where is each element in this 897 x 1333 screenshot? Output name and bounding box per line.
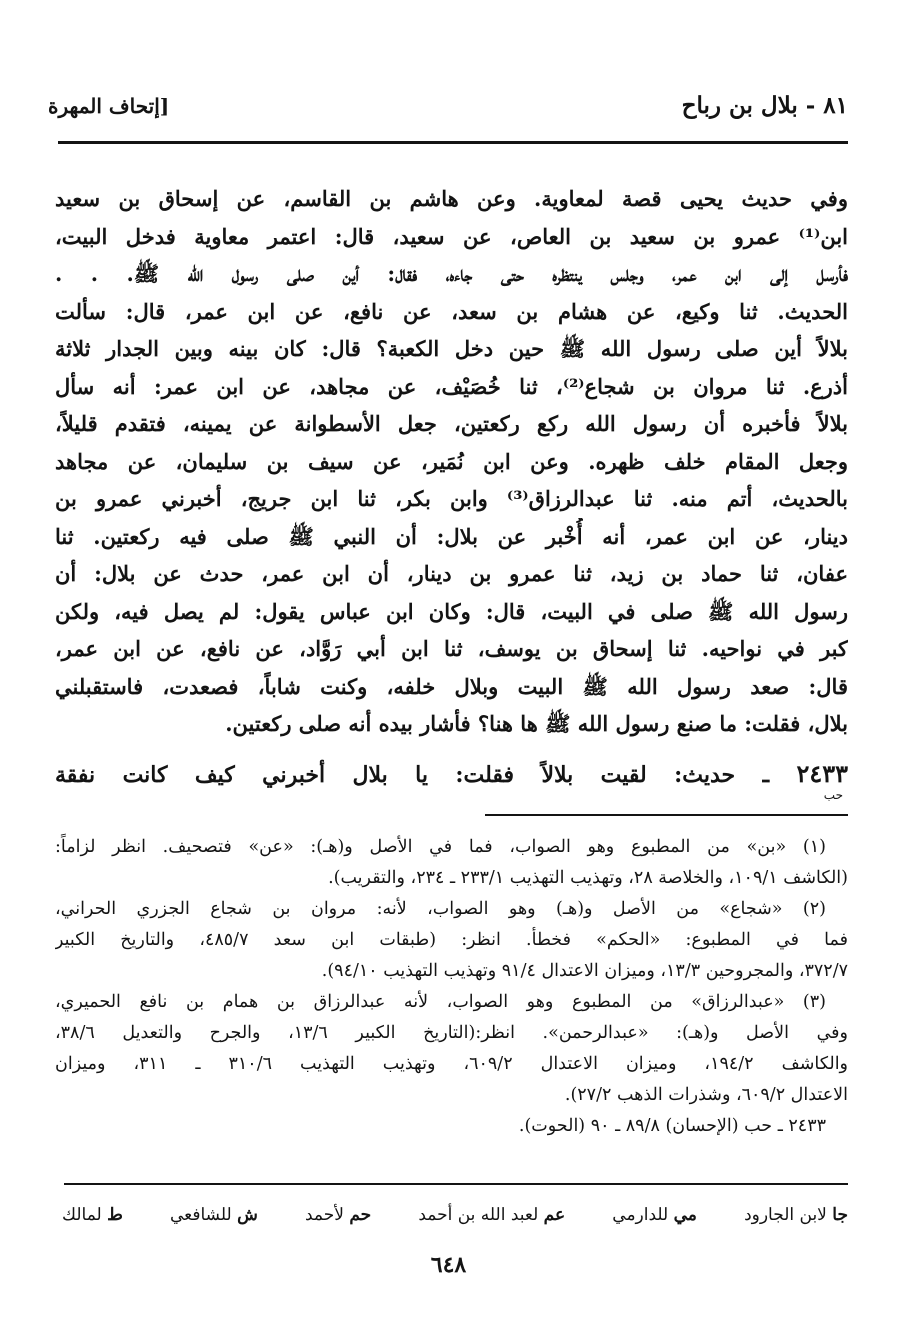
text-line: وجعل المقام خلف ظهره. وعن ابن نُمَير، عن سيف بن سليمان، عن مجاهد [55, 448, 848, 474]
footnote-line: (الكاشف ١٠٩/١، والخلاصة ٢٨، وتهذيب التهذيب ٢٣٣/١ ـ ٢٣٤، والتقريب). [328, 868, 848, 888]
text-line: الحديث. ثنا وكيع، عن هشام بن سعد، عن نافع، عن ابن عمر، قال: سألت [55, 298, 848, 324]
footnote-line: والكاشف ١٩٤/٢، وميزان الاعتدال ٦٠٩/٢، وتهذيب التهذيب ٣١٠/٦ ـ ٣١١، وميزان [55, 1054, 848, 1074]
hadith-number: ٢٤٣٣ [796, 759, 848, 788]
abbreviation-name: لمالك [62, 1205, 102, 1225]
text-line: رسول الله ﷺ صلى في البيت، قال: وكان ابن عباس يقول: لم يصل فيه، ولكن [55, 598, 848, 624]
hadith-source-code: حب [823, 788, 843, 802]
text-line: وفي حديث يحيى قصة لمعاوية. وعن هاشم بن القاسم، عن إسحاق بن سعيد [55, 186, 848, 211]
chapter-title: ٨١ - بلال بن رباح [681, 92, 848, 119]
text-line: فأرسل إلى ابن عمر، وجلس ينتظره حتى جاءه، فقال: أين صلى رسول الله ﷺ. . . [55, 261, 848, 286]
abbreviation-code: مي [673, 1205, 697, 1225]
text-line: بلالاً أين صلى رسول الله ﷺ حين دخل الكعبة؟ قال: كان بينه وبين الجدار ثلاثة [55, 336, 848, 361]
text-line: عفان، ثنا حماد بن زيد، ثنا عمرو بن دينار، أن ابن عمر، حدث عن بلال: أن [55, 561, 848, 586]
text-line: ابن⁽¹⁾ عمرو بن سعيد بن العاص، عن سعيد، قال: اعتمر معاوية فدخل البيت، [55, 223, 848, 249]
text-line: كبر في نواحيه. ثنا إسحاق بن يوسف، ثنا ابن أبي رَوَّاد، عن نافع، عن ابن عمر، [55, 636, 848, 661]
text-line: بلالاً فأخبره أن رسول الله ركع ركعتين، جعل الأسطوانة عن يمينه، فتقدم قليلاً، [55, 411, 848, 436]
abbreviation-item [305, 1205, 371, 1225]
abbreviation-item [62, 1205, 123, 1225]
abbreviation-code: حم [349, 1205, 372, 1225]
footnote-line: وفي الأصل و(هـ): «عبدالرحمن». انظر:(التاريخ الكبير ١٣/٦، والجرح والتعديل ٣٨/٦، [55, 1023, 848, 1043]
abbreviation-name: لأحمد [304, 1205, 344, 1225]
abbreviation-code: ط [107, 1205, 123, 1225]
footnote-line: ٣٧٢/٧، والمجروحين ١٣/٣، وميزان الاعتدال ٩١/٤ وتهذيب التهذيب ٩٤/١٠). [321, 961, 848, 981]
header-rule [58, 141, 848, 144]
abbreviation-name: لعبد الله بن أحمد [418, 1205, 539, 1225]
text-line: أذرع. ثنا مروان بن شجاع⁽²⁾، ثنا خُصَيْف، عن مجاهد، عن ابن عمر: أنه سأل [55, 373, 848, 399]
abbreviation-code: عم [543, 1205, 566, 1225]
page-number: ٦٤٨ [430, 1252, 467, 1278]
text-line: قال: صعد رسول الله ﷺ البيت وبلال خلفه، وكنت شاباً، فصعدت، فاستقبلني [55, 673, 848, 699]
running-header [48, 86, 848, 126]
abbreviation-key [62, 1200, 848, 1230]
abbreviation-name: لابن الجارود [744, 1205, 827, 1225]
abbreviation-rule [64, 1183, 848, 1185]
abbreviation-code: ش [237, 1205, 258, 1225]
text-line: دينار، عن ابن عمر، أنه أُخْبر عن بلال: أن النبي ﷺ صلى فيه ركعتين. ثنا [55, 523, 848, 549]
footnote-line: (٣) «عبدالرزاق» من المطبوع وهو الصواب، لأنه عبدالرزاق بن همام بن نافع الحميري، [55, 992, 826, 1012]
hadith-heading [55, 758, 848, 790]
footnote-rule [485, 814, 848, 816]
main-text [55, 180, 848, 743]
footnote-line: الاعتدال ٦٠٩/٢، وشذرات الذهب ٢٧/٢). [564, 1085, 848, 1105]
book-title: [إتحاف المهرة [48, 94, 170, 118]
abbreviation-item [744, 1205, 848, 1225]
footnote-line: (٢) «شجاع» من الأصل و(هـ) وهو الصواب، لأنه: مروان بن شجاع الجزري الحراني، [55, 899, 826, 919]
abbreviation-code: جا [832, 1205, 848, 1225]
hadith-title: ـ حديث: لقيت بلالاً فقلت: يا بلال أخبرني كيف كانت نفقة [55, 762, 770, 788]
abbreviation-item [612, 1205, 697, 1225]
footnote-line: فما في المطبوع: «الحكم» فخطأ. انظر: (طبقات ابن سعد ٤٨٥/٧، والتاريخ الكبير [55, 930, 848, 950]
abbreviation-name: للدارمي [612, 1205, 669, 1225]
footnote-line: (١) «بن» من المطبوع وهو الصواب، فما في الأصل و(هـ): «عن» فتصحيف. انظر لزاماً: [55, 837, 826, 857]
footnote-line: ٢٤٣٣ ـ حب (الإحسان) ٨٩/٨ ـ ٩٠ (الحوت). [518, 1116, 826, 1136]
text-line: بالحديث، أتم منه. ثنا عبدالرزاق⁽³⁾ وابن بكر، ثنا ابن جريج، أخبرني عمرو بن [55, 486, 848, 511]
footnotes [55, 832, 848, 1142]
abbreviation-item [418, 1205, 565, 1225]
abbreviation-name: للشافعي [170, 1205, 232, 1225]
abbreviation-item [170, 1205, 258, 1225]
text-line: بلال، فقلت: ما صنع رسول الله ﷺ ها هنا؟ فأشار بيده أنه صلى ركعتين. [225, 711, 848, 736]
